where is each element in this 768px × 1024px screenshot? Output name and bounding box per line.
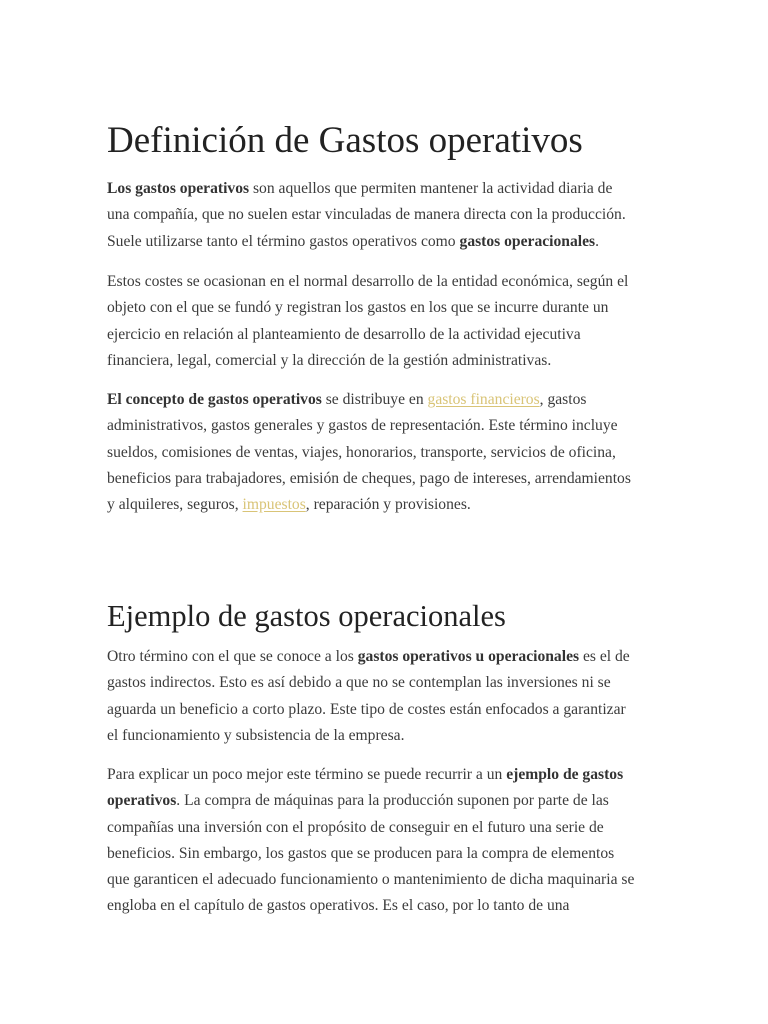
paragraph-line [107, 387, 667, 413]
paragraph-line: sueldos, comisiones de ventas, viajes, honorarios, transporte, servicios de oficina, [107, 443, 616, 461]
bold-term: ejemplo de gastos [506, 766, 624, 783]
bold-term: Los gastos operativos [107, 180, 250, 197]
paragraph-otro-termino [107, 644, 667, 749]
paragraph-line: beneficios para trabajadores, emisión de cheques, pago de intereses, arrendamientos [107, 469, 631, 487]
paragraph-line [107, 788, 667, 814]
paragraph-line: que garanticen el adecuado funcionamiento o mantenimiento de dicha maquinaria se [107, 871, 635, 889]
paragraph-intro [107, 176, 667, 255]
text-run: es el de [579, 648, 630, 665]
paragraph-concepto [107, 387, 667, 518]
text-run: Otro término con el que se conoce a los [107, 648, 358, 665]
bold-term: operativos [107, 792, 177, 810]
paragraph-line: objeto con el que se fundó y registran los gastos en los que se incurre durante un [107, 299, 609, 317]
paragraph-line [107, 762, 667, 788]
bold-term: gastos operacionales [459, 232, 596, 250]
link-impuestos[interactable]: impuestos [242, 496, 306, 514]
paragraph-line [107, 492, 667, 518]
section-title-definicion: Definición de Gastos operativos [107, 120, 583, 161]
paragraph-line: una compañía, que no suelen estar vinculadas de manera directa con la producción. [107, 206, 626, 224]
text-run: y alquileres, seguros, [107, 496, 243, 514]
text-run: , reparación y provisiones. [305, 496, 471, 514]
paragraph-line [107, 229, 667, 255]
paragraph-line: financiera, legal, comercial y la dirección de la gestión administrativas. [107, 351, 552, 369]
paragraph-line [107, 176, 667, 202]
bold-term: gastos operativos u operacionales [357, 648, 580, 665]
paragraph-line [107, 644, 667, 670]
paragraph-ejemplo [107, 762, 667, 920]
text-run: , gastos [539, 391, 587, 408]
text-run: . La compra de máquinas para la producción suponen por parte de las [176, 792, 609, 810]
text-run: . [595, 232, 599, 250]
text-run: Suele utilizarse tanto el término gastos operativos como [107, 232, 460, 250]
paragraph-line: compañías una inversión con el propósito de conseguir en el futuro una serie de [107, 818, 604, 836]
paragraph-line: aguarda un beneficio a corto plazo. Este tipo de costes están enfocados a garantizar [107, 700, 626, 718]
paragraph-line: beneficios. Sin embargo, los gastos que se producen para la compra de elementos [107, 844, 615, 862]
paragraph-line: gastos indirectos. Esto es así debido a que no se contemplan las inversiones ni se [107, 674, 611, 692]
paragraph-line: ejercicio en relación al planteamiento de desarrollo de la actividad ejecutiva [107, 325, 581, 343]
paragraph-costes [107, 269, 667, 374]
text-run: son aquellos que permiten mantener la actividad diaria de [249, 180, 613, 197]
bold-term: El concepto de gastos operativos [107, 391, 322, 408]
paragraph-line: el funcionamiento y subsistencia de la empresa. [107, 726, 405, 744]
text-run: Para explicar un poco mejor este término se puede recurrir a un [107, 766, 507, 783]
text-run: se distribuye en [321, 391, 428, 408]
paragraph-line: engloba en el capítulo de gastos operativos. Es el caso, por lo tanto de una [107, 897, 570, 915]
link-gastos-financieros[interactable]: gastos financieros [427, 391, 540, 408]
paragraph-line: Estos costes se ocasionan en el normal desarrollo de la entidad económica, según el [107, 273, 629, 290]
paragraph-line: administrativos, gastos generales y gastos de representación. Este término incluye [107, 417, 618, 435]
section-title-ejemplo: Ejemplo de gastos operacionales [107, 599, 506, 633]
